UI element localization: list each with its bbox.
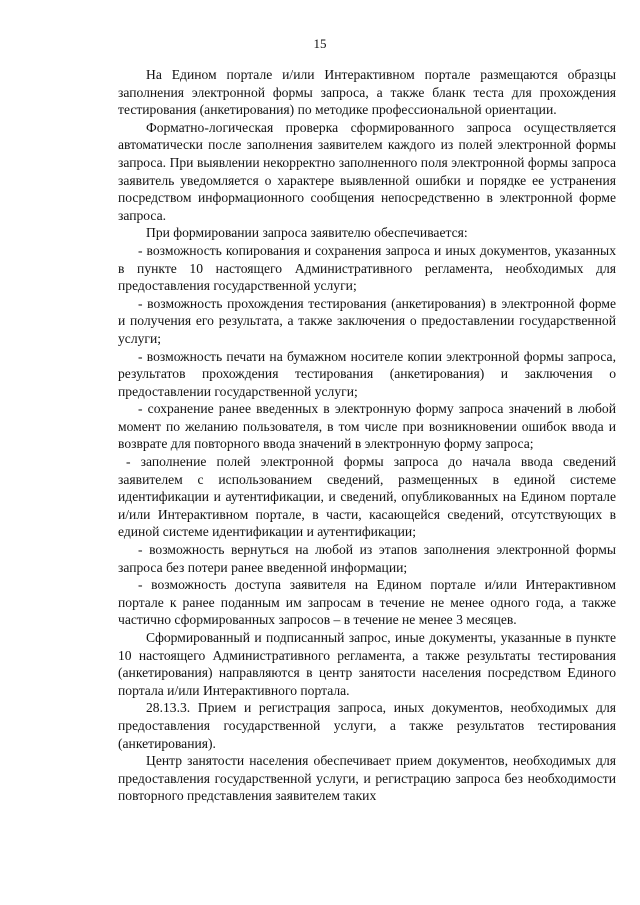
list-item: - сохранение ранее введенных в электронную форму запроса значений в любой момент по желанию пользователя, в том числе при возникновении ошибок ввода и возврате для повторного ввода значений в электронную форму запроса;	[118, 401, 616, 452]
page-number: 15	[313, 36, 327, 51]
list-item: - возможность печати на бумажном носителе копии электронной формы запроса, результатов прохождения тестирования (анкетирования) и заключения о предоставлении государственной услуги;	[118, 348, 616, 399]
list-item: - заполнение полей электронной формы запроса до начала ввода сведений заявителем с использованием сведений, размещенных в единой системе идентификации и аутентификации, и сведений, опубликованных на Едином портале и/или Интерактивном портале, в части, касающейся сведений, отсутствующих в единой системе идентификации и аутентификации;	[118, 454, 616, 540]
paragraph: На Едином портале и/или Интерактивном портале размещаются образцы заполнения электронной формы запроса, а также бланк теста для прохождения тестирования (анкетирования) по методике профессиональной ориентации.	[118, 67, 616, 118]
list-item: - возможность прохождения тестирования (анкетирования) в электронной форме и получения его результата, а также заключения о предоставлении государственной услуги;	[118, 295, 616, 346]
paragraph: При формировании запроса заявителю обеспечивается:	[146, 225, 468, 241]
list-item: - возможность копирования и сохранения запроса и иных документов, указанных в пункте 10 настоящего Административного регламента, необходимых для предоставления государственной услуги;	[118, 242, 616, 294]
paragraph: Сформированный и подписанный запрос, иные документы, указанные в пункте 10 настоящего Административного регламента, а также результаты тестирования (анкетирования) направляются в центр занятости населения посредством Единого портала и/или Интерактивного портала.	[118, 630, 616, 698]
paragraph: 28.13.3. Прием и регистрация запроса, иных документов, необходимых для предоставления государственной услуги, а также результатов тестирования (анкетирования).	[118, 700, 616, 751]
list-item: - возможность вернуться на любой из этапов заполнения электронной формы запроса без потери ранее введенной информации;	[118, 542, 616, 575]
paragraph: Форматно-логическая проверка сформированного запроса осуществляется автоматически после заполнения заявителем каждого из полей электронной формы запроса. При выявлении некорректно заполненного поля электронной формы запроса заявитель уведомляется о характере выявленной ошибки и порядке ее устранения посредством информационного сообщения непосредственно в электронной форме запроса.	[118, 119, 616, 223]
paragraph: Центр занятости населения обеспечивает прием документов, необходимых для предоставления государственной услуги, и регистрацию запроса без необходимости повторного представления заявителем таких	[118, 753, 616, 804]
list-item: - возможность доступа заявителя на Едином портале и/или Интерактивном портале к ранее поданным им запросам в течение не менее одного года, а также частично сформированных запросов – в течение не менее 3 месяцев.	[118, 577, 616, 628]
document-body	[118, 66, 616, 805]
